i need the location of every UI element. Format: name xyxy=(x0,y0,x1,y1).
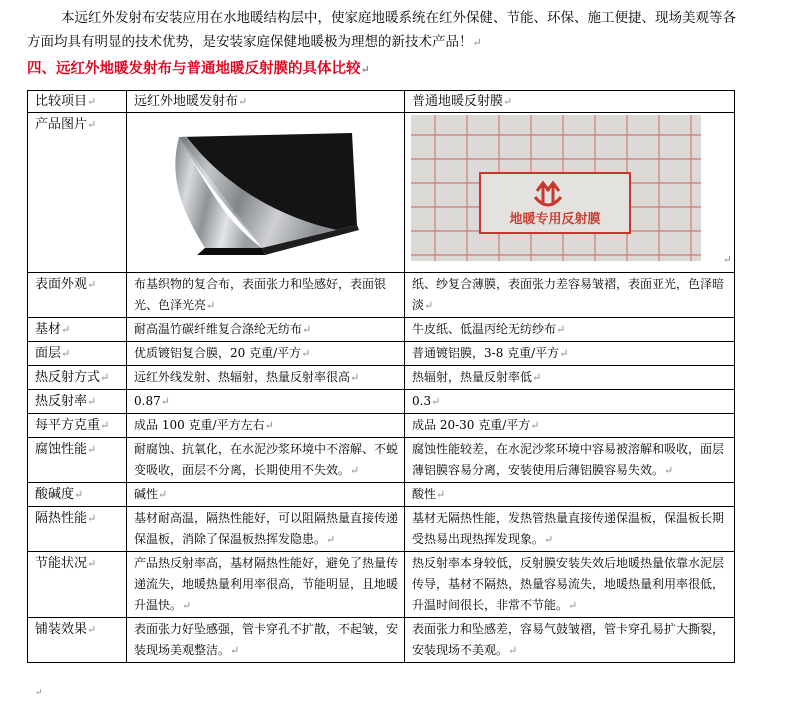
row-label: 表面外观↵ xyxy=(28,273,127,318)
table-row xyxy=(28,483,735,507)
cloth-value: 产品热反射率高，基材隔热性能好，避免了热量传递流失，地暖热量利用率很高，节能明显，且地暖升温快。↵ xyxy=(127,552,405,618)
table-row xyxy=(28,618,735,663)
cloth-value: 表面张力好坠感强，管卡穿孔不扩散，不起皱，安装现场美观整洁。↵ xyxy=(127,618,405,663)
cloth-image-cell xyxy=(127,113,405,273)
cloth-value: 碱性↵ xyxy=(127,483,405,507)
film-label-text: 地暖专用反射膜 xyxy=(509,212,601,227)
comparison-table xyxy=(27,90,735,663)
comparison-rows xyxy=(28,273,735,663)
cloth-value: 基材耐高温，隔热性能好，可以阻隔热量直接传递保温板，消除了保温板热挥发隐患。↵ xyxy=(127,507,405,552)
header-cell-cloth: 远红外地暖发射布↵ xyxy=(127,91,405,113)
film-value: 普通镀铝膜，3-8 克重/平方↵ xyxy=(405,342,735,366)
row-label: 面层↵ xyxy=(28,342,127,366)
row-label: 热反射率↵ xyxy=(28,390,127,414)
film-value: 热辐射，热量反射率低↵ xyxy=(405,366,735,390)
table-row xyxy=(28,438,735,483)
film-value: 酸性↵ xyxy=(405,483,735,507)
cloth-value: 耐腐蚀、抗氧化，在水泥沙浆环境中不溶解、不蜕变吸收，面层不分离，长期使用不失效。↵ xyxy=(127,438,405,483)
header-cell-film: 普通地暖反射膜↵ xyxy=(405,91,735,113)
heading-mark: ↵ xyxy=(360,63,370,76)
table-row xyxy=(28,507,735,552)
cloth-value: 布基织物的复合布，表面张力和坠感好，表面银光、色泽光亮↵ xyxy=(127,273,405,318)
film-value: 成品 20-30 克重/平方↵ xyxy=(405,414,735,438)
cell-mark: ↵ xyxy=(722,253,732,266)
table-row xyxy=(28,318,735,342)
film-value: 腐蚀性能较差，在水泥沙浆环境中容易被溶解和吸收，面层薄铝膜容易分离，安装使用后薄铝膜容易失效。↵ xyxy=(405,438,735,483)
film-value: 0.3↵ xyxy=(405,390,735,414)
intro-paragraph xyxy=(27,6,747,55)
row-label: 酸碱度↵ xyxy=(28,483,127,507)
film-value: 热反射率本身较低，反射膜安装失效后地暖热量依靠水泥层传导，基材不隔热，热量容易流失，地暖热量利用率很低，升温时间很长，非常不节能。↵ xyxy=(405,552,735,618)
reflective-film-image xyxy=(405,113,722,265)
table-row xyxy=(28,342,735,366)
image-row xyxy=(28,113,735,273)
cloth-value: 0.87↵ xyxy=(127,390,405,414)
paragraph-mark: ↵ xyxy=(472,36,482,49)
header-cell-item: 比较项目↵ xyxy=(28,91,127,113)
trailing-mark: ↵ xyxy=(35,688,43,698)
header-row xyxy=(28,91,735,113)
cloth-roll-image xyxy=(127,113,392,265)
cloth-value: 耐高温竹碳纤维复合涤纶无纺布↵ xyxy=(127,318,405,342)
section-heading-text: 四、远红外地暖发射布与普通地暖反射膜的具体比较 xyxy=(27,60,361,77)
film-value: 基材无隔热性能，发热管热量直接传递保温板，保温板长期受热易出现热挥发现象。↵ xyxy=(405,507,735,552)
cloth-value: 成品 100 克重/平方左右↵ xyxy=(127,414,405,438)
cloth-value: 远红外线发射、热辐射，热量反射率很高↵ xyxy=(127,366,405,390)
section-heading xyxy=(27,57,370,78)
intro-text: 本远红外发射布安装应用在水地暖结构层中，使家庭地暖系统在红外保健、节能、环保、施工便捷、现场美观等各方面均具有明显的技术优势，是安装家庭保健地暖极为理想的新技术产品！ xyxy=(27,10,736,50)
film-value: 牛皮纸、低温丙纶无纺纱布↵ xyxy=(405,318,735,342)
cloth-value: 优质镀铝复合膜，20 克重/平方↵ xyxy=(127,342,405,366)
table-row xyxy=(28,273,735,318)
row-label: 热反射方式↵ xyxy=(28,366,127,390)
table-row xyxy=(28,552,735,618)
row-label: 铺装效果↵ xyxy=(28,618,127,663)
table-row xyxy=(28,414,735,438)
row-label: 节能状况↵ xyxy=(28,552,127,618)
film-image-cell xyxy=(405,113,735,273)
table-row xyxy=(28,366,735,390)
table-row xyxy=(28,390,735,414)
film-value: 纸、纱复合薄膜，表面张力差容易皱褶，表面亚光，色泽暗淡↵ xyxy=(405,273,735,318)
row-label: 基材↵ xyxy=(28,318,127,342)
row-label: 腐蚀性能↵ xyxy=(28,438,127,483)
film-value: 表面张力和坠感差，容易气鼓皱褶，管卡穿孔易扩大撕裂，安装现场不美观。↵ xyxy=(405,618,735,663)
image-row-label: 产品图片↵ xyxy=(28,113,127,273)
row-label: 每平方克重↵ xyxy=(28,414,127,438)
row-label: 隔热性能↵ xyxy=(28,507,127,552)
